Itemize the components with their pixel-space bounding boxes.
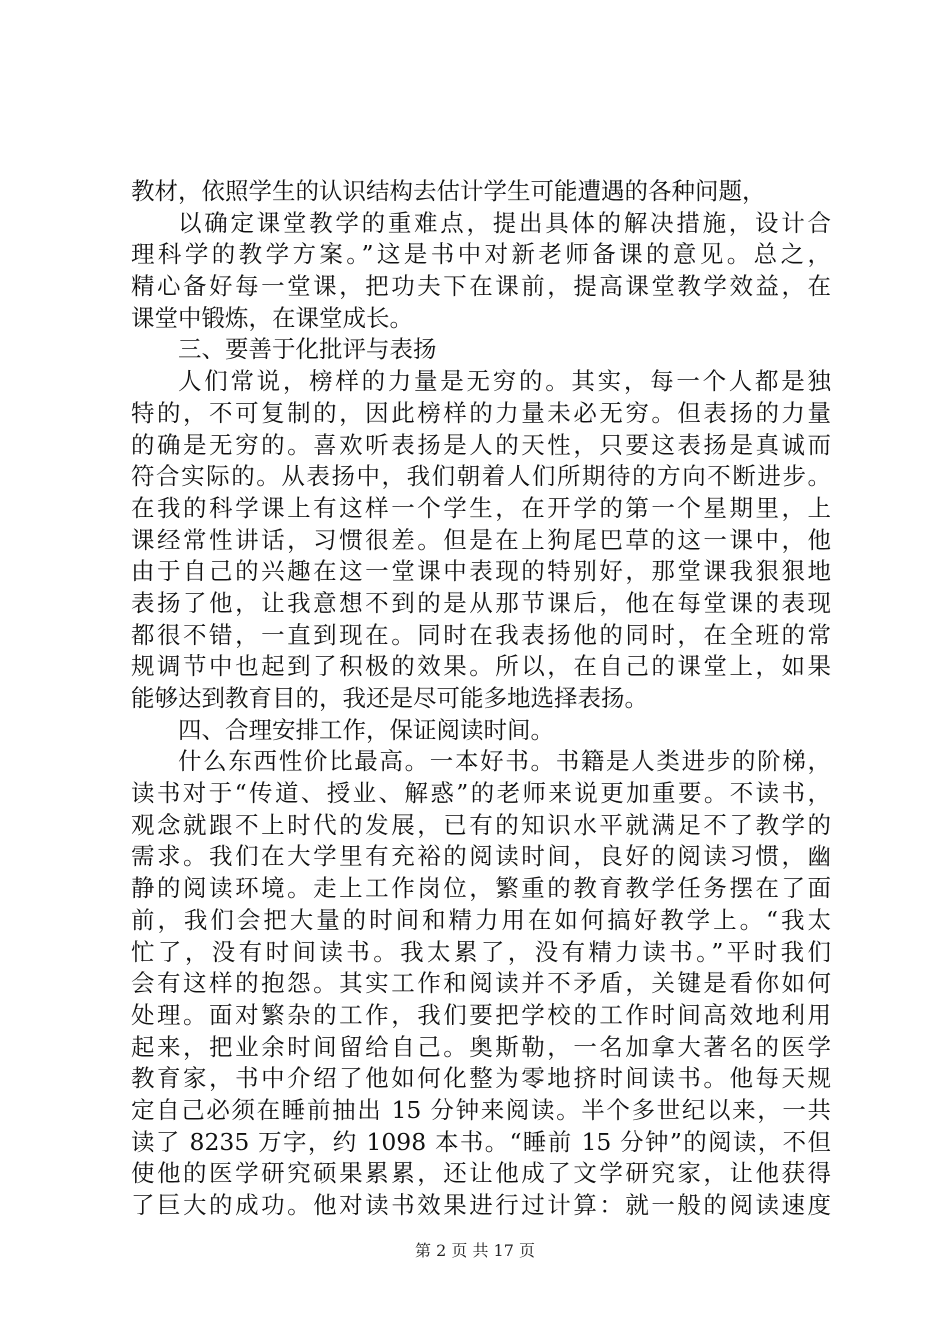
text-line: 以确定课堂教学的重难点，提出具体的解决措施，设计合 bbox=[178, 208, 831, 237]
text-line: 课经常性讲话，习惯很差。但是在上狗尾巴草的这一课中，他 bbox=[131, 525, 831, 554]
text-line: 规调节中也起到了积极的效果。所以，在自己的课堂上，如果 bbox=[131, 652, 831, 681]
text-line: 会有这样的抱怨。其实工作和阅读并不矛盾，关键是看你如何 bbox=[131, 969, 831, 998]
text-line: 都很不错，一直到现在。同时在我表扬他的同时，在全班的常 bbox=[131, 620, 831, 649]
text-line: 定自己必须在睡前抽出 15 分钟来阅读。半个多世纪以来，一共 bbox=[131, 1095, 831, 1124]
document-body bbox=[131, 176, 831, 1222]
text-line: 课堂中锻炼，在课堂成长。 bbox=[131, 303, 413, 332]
page-footer: 第 2 页 共 17 页 bbox=[415, 1241, 535, 1260]
text-line: 人们常说，榜样的力量是无穷的。其实，每一个人都是独 bbox=[178, 367, 831, 396]
text-line: 的确是无穷的。喜欢听表扬是人的天性，只要这表扬是真诚而 bbox=[131, 430, 831, 459]
text-line: 四、合理安排工作，保证阅读时间。 bbox=[178, 715, 554, 744]
text-line: 了巨大的成功。他对读书效果进行过计算：就一般的阅读速度 bbox=[131, 1191, 831, 1219]
text-line: 表扬了他，让我意想不到的是从那节课后，他在每堂课的表现 bbox=[131, 588, 831, 617]
text-line: 教育家，书中介绍了他如何化整为零地挤时间读书。他每天规 bbox=[131, 1064, 831, 1093]
text-line: 三、要善于化批评与表扬 bbox=[178, 335, 437, 364]
text-line: 能够达到教育目的，我还是尽可能多地选择表扬。 bbox=[131, 684, 648, 712]
text-line: 符合实际的。从表扬中，我们朝着人们所期待的方向不断进步。 bbox=[131, 462, 831, 491]
text-line: 需求。我们在大学里有充裕的阅读时间，良好的阅读习惯，幽 bbox=[131, 842, 831, 871]
text-line: 静的阅读环境。走上工作岗位，繁重的教育教学任务摆在了面 bbox=[131, 874, 831, 903]
text-line: 前，我们会把大量的时间和精力用在如何搞好教学上。“我太 bbox=[131, 905, 831, 934]
text-line: 理科学的教学方案。”这是书中对新老师备课的意见。总之， bbox=[131, 240, 831, 269]
text-line: 读书对于“传道、授业、解惑”的老师来说更加重要。不读书， bbox=[131, 779, 831, 808]
text-line: 由于自己的兴趣在这一堂课中表现的特别好，那堂课我狠狠地 bbox=[131, 557, 831, 586]
text-line: 特的，不可复制的，因此榜样的力量未必无穷。但表扬的力量 bbox=[131, 398, 831, 427]
text-line: 处理。面对繁杂的工作，我们要把学校的工作时间高效地利用 bbox=[131, 1000, 831, 1029]
text-line: 精心备好每一堂课，把功夫下在课前，提高课堂教学效益，在 bbox=[131, 272, 831, 301]
text-line: 读了 8235 万字，约 1098 本书。“睡前 15 分钟”的阅读，不但 bbox=[131, 1127, 831, 1156]
text-line: 教材，依照学生的认识结构去估计学生可能遭遇的各种问题， bbox=[131, 177, 766, 205]
text-line: 忙了，没有时间读书。我太累了，没有精力读书。”平时我们 bbox=[131, 937, 831, 966]
text-line: 起来，把业余时间留给自己。奥斯勒，一名加拿大著名的医学 bbox=[131, 1032, 831, 1061]
text-line: 观念就跟不上时代的发展，已有的知识水平就满足不了教学的 bbox=[131, 810, 831, 839]
text-line: 在我的科学课上有这样一个学生，在开学的第一个星期里，上 bbox=[131, 493, 831, 522]
text-line: 什么东西性价比最高。一本好书。书籍是人类进步的阶梯， bbox=[178, 747, 831, 776]
text-line: 使他的医学研究硕果累累，还让他成了文学研究家，让他获得 bbox=[131, 1159, 831, 1188]
